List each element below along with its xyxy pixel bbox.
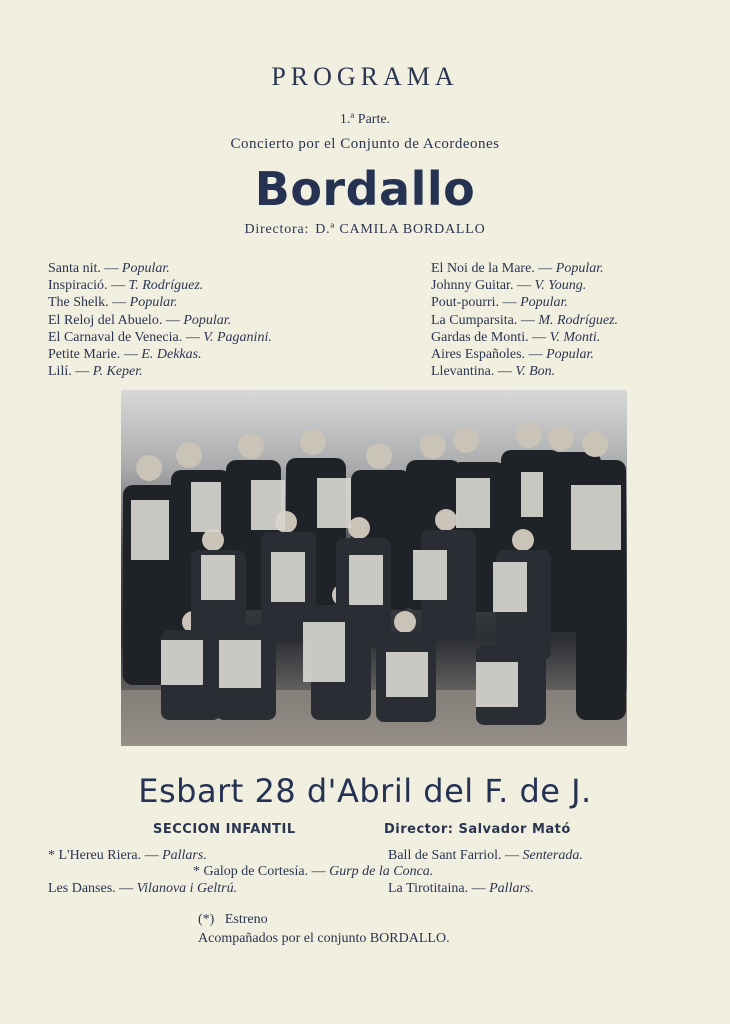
song-item: Petite Marie. — E. Dekkas.	[48, 347, 202, 363]
accompaniment-note: Acompañados por el conjunto BORDALLO.	[198, 931, 450, 946]
song-item: Llevantina. — V. Bon.	[431, 364, 556, 380]
part-label: 1.ª Parte.	[339, 112, 391, 127]
section-director: Director: Salvador Mató	[384, 822, 571, 837]
director-line	[0, 222, 730, 238]
song-item: The Shelk. — Popular.	[48, 295, 178, 311]
dance-item: Les Danses. — Vilanova i Geltrú.	[48, 881, 238, 896]
program-title: PROGRAMA	[271, 62, 459, 91]
director-label: Directora:	[244, 222, 310, 237]
premiere-note: (*) Estreno	[198, 912, 268, 927]
ensemble-photo	[121, 390, 627, 746]
section-label: SECCION INFANTIL	[153, 822, 296, 837]
concert-subtitle: Concierto por el Conjunto de Acordeones	[230, 136, 500, 152]
footnotes	[198, 910, 450, 948]
song-list-left	[48, 260, 272, 380]
director-name: D.ª CAMILA BORDALLO	[315, 222, 486, 237]
song-item: Gardas de Monti. — V. Monti.	[431, 329, 601, 345]
song-item: Santa nit. — Popular.	[48, 261, 170, 276]
song-item: Inspiració. — T. Rodríguez.	[48, 278, 204, 294]
song-item: Lilí. — P. Keper.	[48, 364, 143, 380]
dance-item: * L'Hereu Riera. — Pallars.	[48, 848, 207, 863]
song-item: La Cumparsita. — M. Rodríguez.	[431, 312, 619, 328]
song-item: Johnny Guitar. — V. Young.	[431, 278, 587, 294]
dance-item: Ball de Sant Farriol. — Senterada.	[388, 848, 583, 863]
song-item: El Noi de la Mare. — Popular.	[431, 261, 604, 276]
song-item: Pout-pourri. — Popular.	[431, 295, 568, 311]
second-part-title: Esbart 28 d'Abril del F. de J.	[138, 772, 592, 810]
song-item: El Carnaval de Venecia. — V. Paganini.	[48, 329, 272, 345]
song-item: Aires Españoles. — Popular.	[431, 347, 594, 363]
song-item: El Reloj del Abuelo. — Popular.	[48, 312, 232, 328]
song-list-right	[431, 260, 618, 380]
dance-item: * Galop de Cortesía. — Gurp de la Conca.	[193, 864, 434, 879]
ensemble-photo-illustration	[121, 390, 627, 746]
dance-item: La Tirotitaina. — Pallars.	[388, 881, 534, 896]
ensemble-name: Bordallo	[254, 162, 476, 216]
